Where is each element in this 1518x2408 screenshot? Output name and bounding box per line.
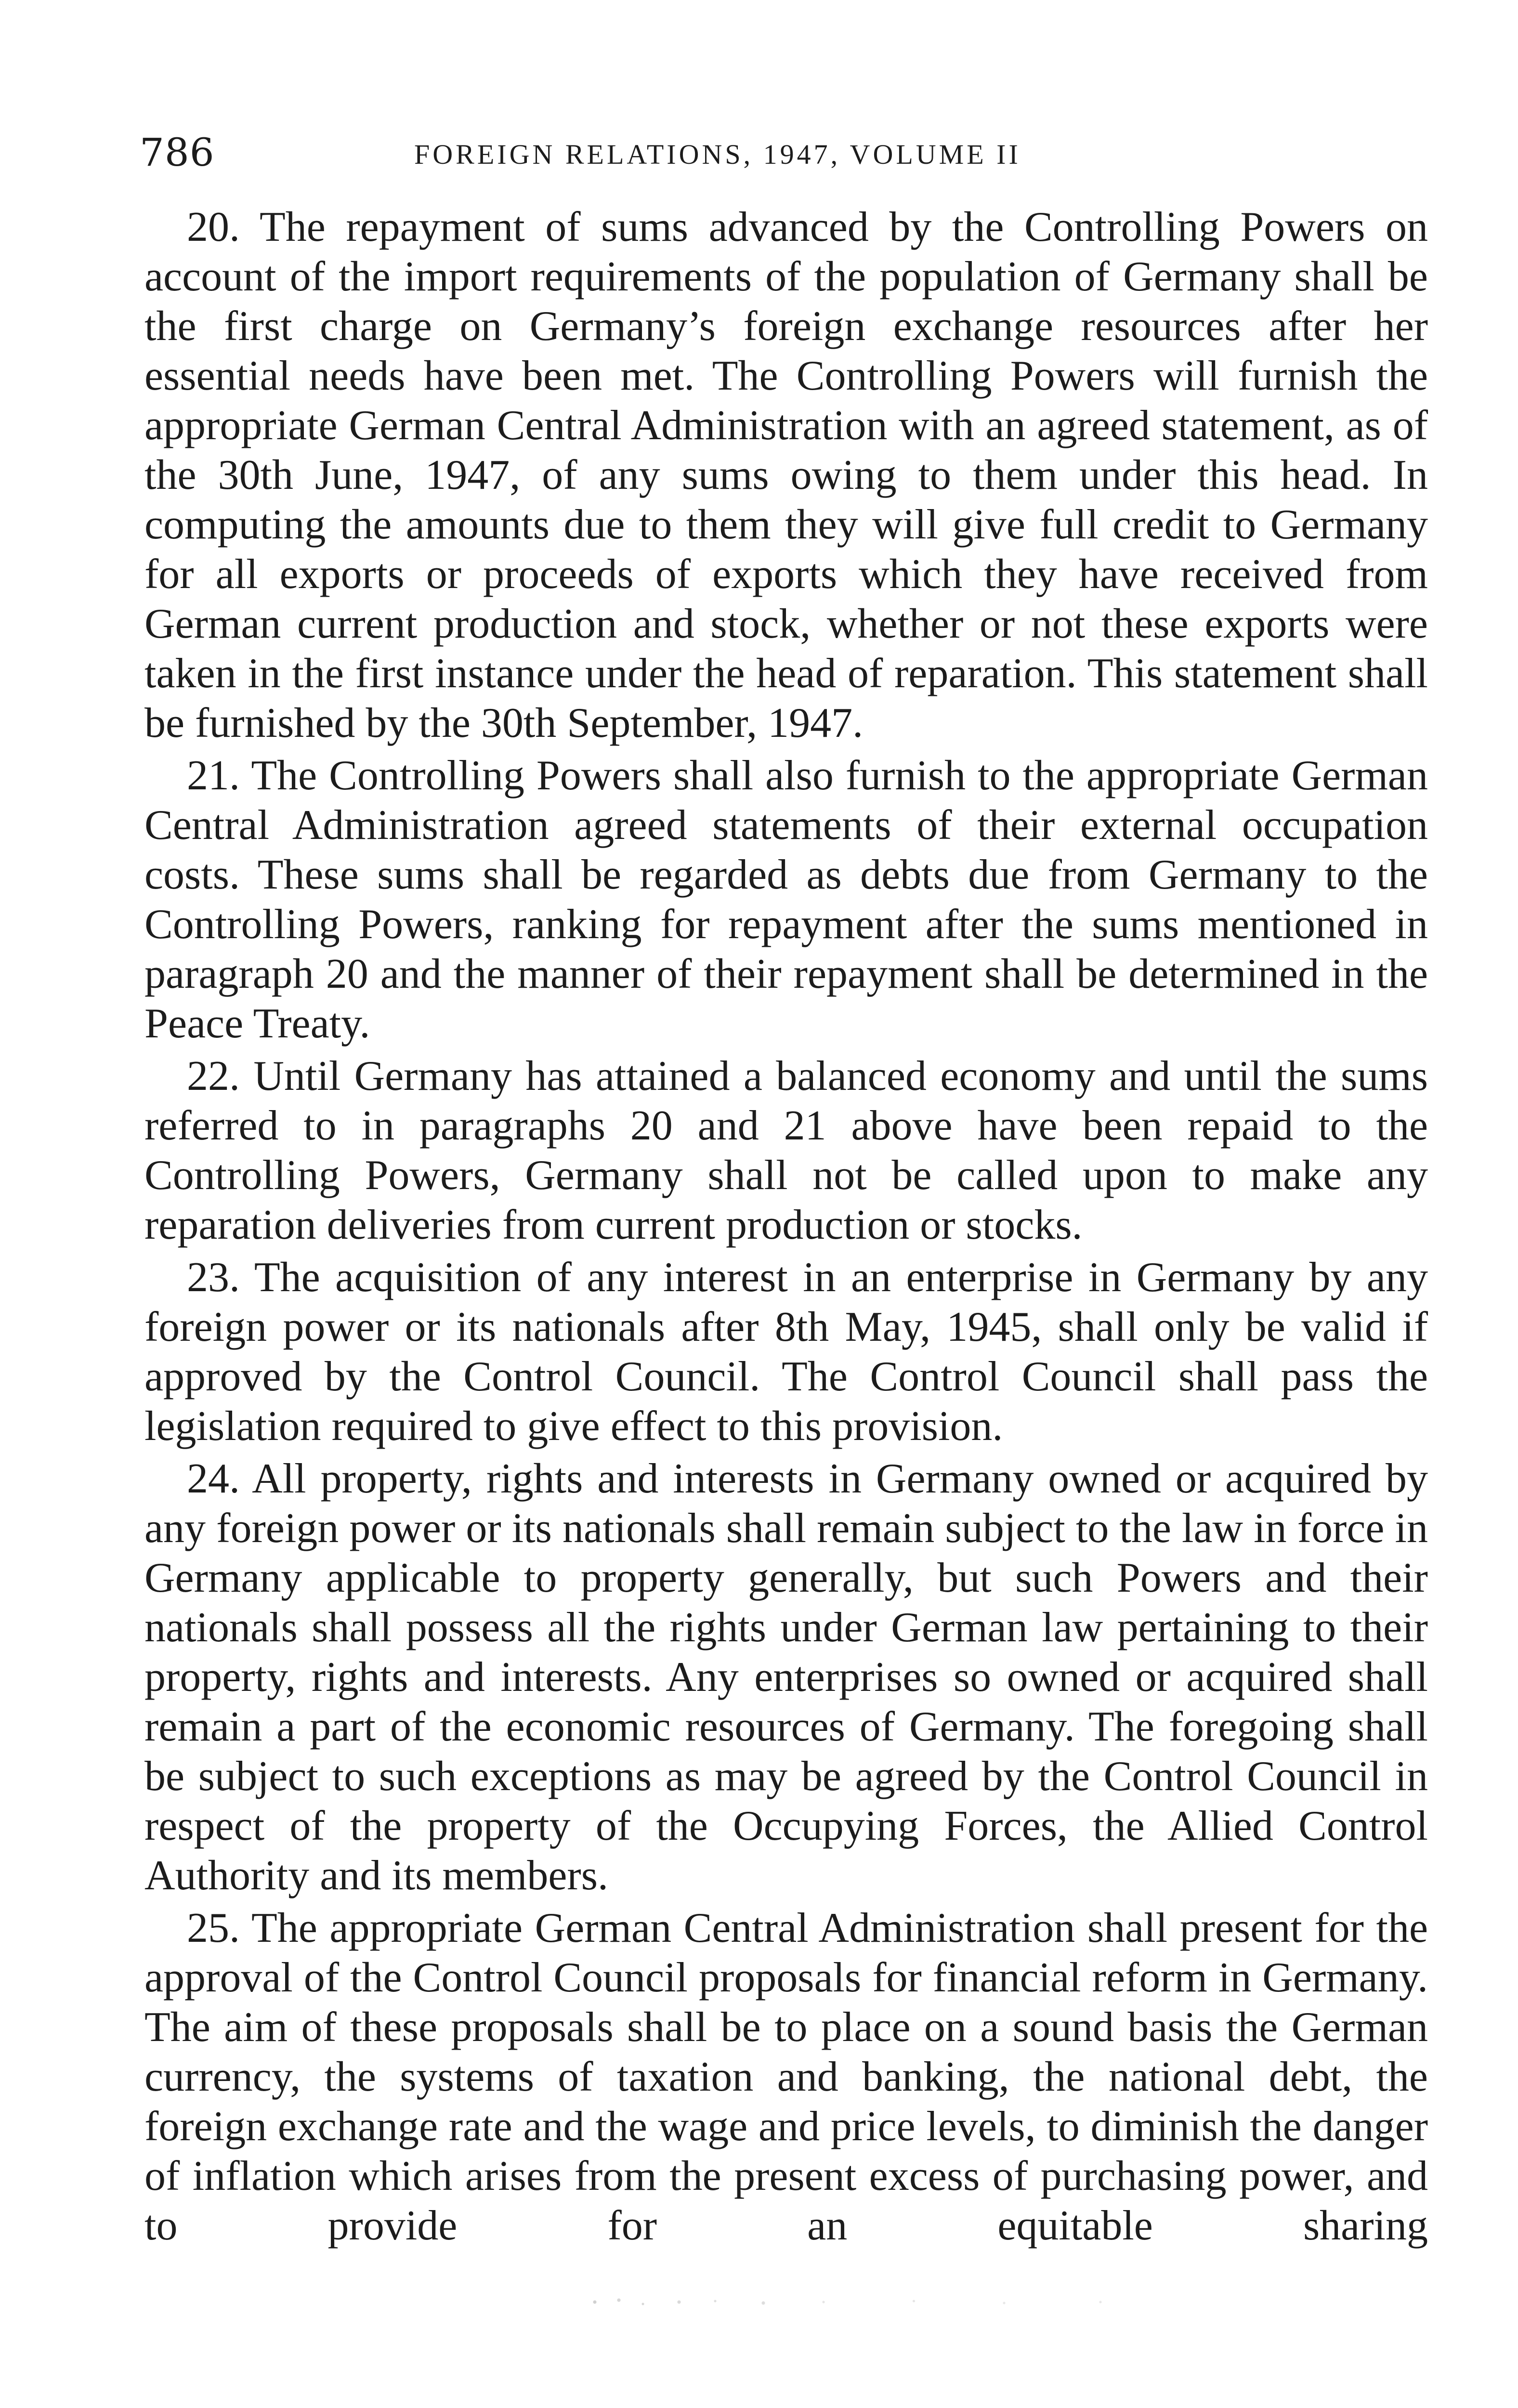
paragraph-24: 24. All property, rights and interests in Germany owned or acquired by any foreign power or its nationals shall remain subject to the law in force in Germany applicable to property generally, but such Powers and their nationals shall possess all the rights under German law pertaining to their property, rights and interests. Any enterprises so owned or acquired shall remain a part of the economic resources of Germany. The foregoing shall be subject to such exceptions as may be agreed by the Control Council in respect of the property of the Occupying Forces, the Allied Control Authority and its members. (144, 1455, 1428, 1899)
page-header (140, 126, 1430, 179)
paragraph-21: 21. The Controlling Powers shall also furnish to the appropriate German Central Administration agreed statements of their external occupation costs. These sums shall be regarded as debts due from Germany to the Controlling Powers, ranking for repayment after the sums mentioned in paragraph 20 and the manner of their repayment shall be determined in the Peace Treaty. (144, 752, 1428, 1047)
paragraph-22: 22. Until Germany has attained a balanced economy and until the sums referred to in paragraphs 20 and 21 above have been repaid to the Controlling Powers, Germany shall not be called upon to make any reparation deliveries from current production or stocks. (144, 1053, 1428, 1248)
page-number: 786 (140, 130, 215, 175)
body-text (144, 202, 1428, 2253)
paragraph-25: 25. The appropriate German Central Administration shall present for the approval of the Control Council proposals for financial reform in Germany. The aim of these proposals shall be to place on a sound basis the German currency, the systems of taxation and banking, the national debt, the foreign exchange rate and the wage and price levels, to diminish the danger of inflation which arises from the present excess of purchasing power, and to provide for an equitable sharing (144, 1905, 1428, 2249)
paragraph-23: 23. The acquisition of any interest in an enterprise in Germany by any foreign power or its nationals after 8th May, 1945, shall only be valid if approved by the Control Council. The Control Council shall pass the legislation required to give effect to this provision. (144, 1254, 1428, 1450)
running-head: FOREIGN RELATIONS, 1947, VOLUME II (414, 139, 1021, 170)
scan-artifact (583, 2292, 1185, 2312)
paragraph-20: 20. The repayment of sums advanced by the Controlling Powers on account of the import requirements of the population of Germany shall be the first charge on Germany’s foreign exchange resources after her essential needs have been met. The Controlling Powers will furnish the appropriate German Central Administration with an agreed statement, as of the 30th June, 1947, of any sums owing to them under this head. In computing the amounts due to them they will give full credit to Germany for all exports or proceeds of exports which they have received from German current production and stock, whether or not these exports were taken in the first instance under the head of reparation. This statement shall be furnished by the 30th September, 1947. (144, 204, 1428, 746)
